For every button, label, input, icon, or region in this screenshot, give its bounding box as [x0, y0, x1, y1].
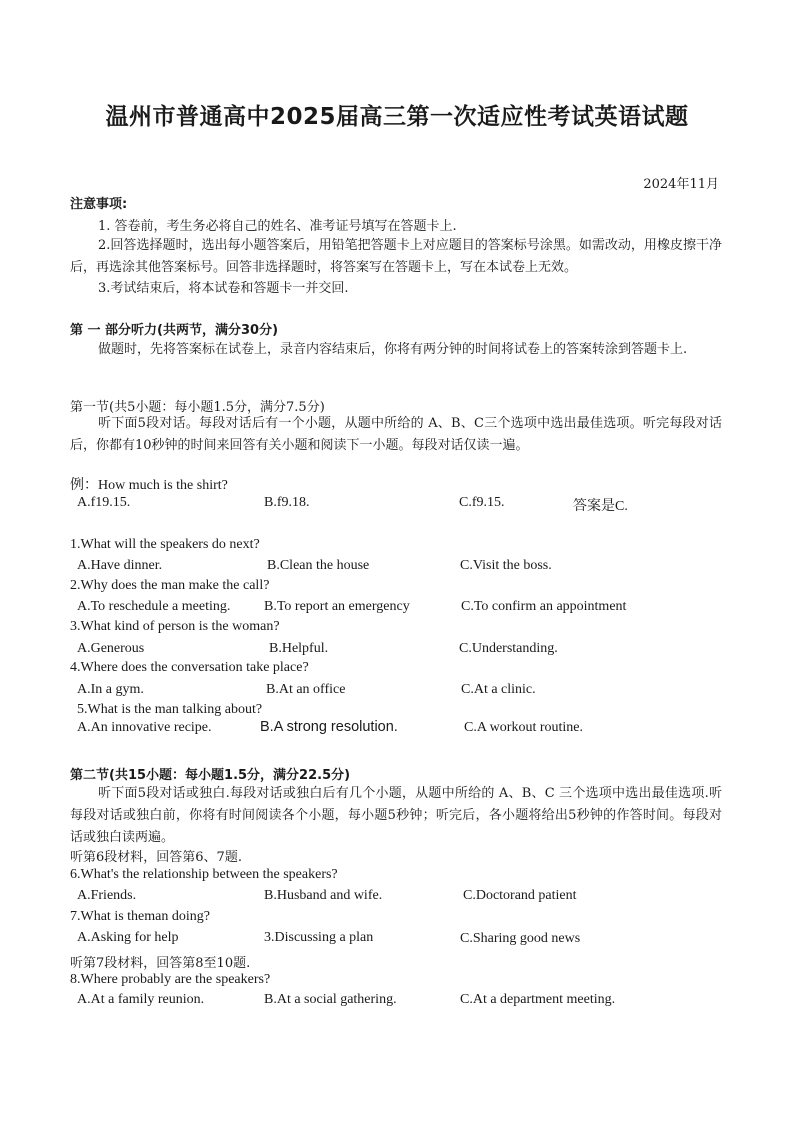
q5-option-a: A.An innovative recipe. — [77, 720, 212, 735]
page-title: 温州市普通高中2025届高三第一次适应性考试英语试题 — [105, 104, 689, 130]
part1-instruction: 做题时，先将答案标在试卷上，录音内容结束后，你将有两分钟的时间将试卷上的答案转涂到答题卡上. — [98, 342, 688, 357]
q2-option-a: A.To reschedule a meeting. — [77, 599, 231, 614]
q8-option-c: C.At a department meeting. — [460, 992, 616, 1007]
note-item-2: 2.回答选择题时，选出每小题答案后，用铅笔把答题卡上对应题目的答案标号涂黑。如需改动，用橡皮擦干净后，再选涂其他答案标号。回答非选择题时，将答案写在答题卡上，写在本试卷上无效。 — [70, 238, 722, 275]
q5-option-b: B.A strong resolution. — [260, 719, 398, 735]
q2-option-b: B.To report an emergency — [264, 599, 410, 614]
q1-option-c: C.Visit the boss. — [460, 558, 552, 573]
section1-instruction: 听下面5段对话。每段对话后有一个小题，从题中所给的 A、B、C三个选项中选出最佳选项。听完每段对话后，你都有10秒钟的时间来回答有关小题和阅读下一小题。每段对话仅读一遍。 — [70, 416, 722, 453]
q5-option-c: C.A workout routine. — [464, 720, 583, 735]
material-7-note: 听第7段材料，回答第8至10题. — [70, 956, 251, 971]
q7-option-a: A.Asking for help — [77, 930, 179, 945]
section2-instruction: 听下面5段对话或独白.每段对话或独白后有几个小题，从题中所给的 A、B、C 三个选项中选出最佳选项.听每段对话或独白前，你将有时间阅读各个小题，每小题5秒钟；听完后，各小题将给出5秒钟的作答时间。每段对话或独白读两遍。 — [70, 786, 722, 845]
q3-option-c: C.Understanding. — [459, 641, 558, 656]
q4-option-b: B.At an office — [266, 682, 346, 697]
q2-option-c: C.To confirm an appointment — [461, 599, 627, 614]
q8-option-a: A.At a family reunion. — [77, 992, 205, 1007]
question-6: 6.What's the relationship between the speakers? — [70, 867, 338, 882]
example-option-c: C.f9.15. — [459, 495, 505, 510]
q7-option-c: C.Sharing good news — [460, 931, 581, 946]
q4-option-c: C.At a clinic. — [461, 682, 536, 697]
section1-heading: 第一节(共5小题：每小题1.5分，满分7.5分) — [70, 400, 325, 415]
notes-heading: 注意事项: — [70, 197, 128, 212]
question-1: 1.What will the speakers do next? — [70, 537, 260, 552]
question-2: 2.Why does the man make the call? — [70, 578, 270, 593]
q7-option-b: 3.Discussing a plan — [264, 930, 374, 945]
question-5: 5.What is the man talking about? — [77, 702, 263, 717]
question-3: 3.What kind of person is the woman? — [70, 619, 280, 634]
example-option-b: B.f9.18. — [264, 495, 310, 510]
q6-option-b: B.Husband and wife. — [264, 888, 383, 903]
q3-option-a: A.Generous — [77, 641, 145, 656]
q4-option-a: A.In a gym. — [77, 682, 144, 697]
question-8: 8.Where probably are the speakers? — [70, 972, 271, 987]
section2-heading: 第二节(共15小题：每小题1.5分，满分22.5分) — [70, 768, 351, 783]
q1-option-b: B.Clean the house — [267, 558, 370, 573]
note-item-1: 1. 答卷前，考生务必将自己的姓名、准考证号填写在答题卡上. — [98, 219, 457, 234]
example-question: 例：How much is the shirt? — [70, 478, 228, 493]
q1-option-a: A.Have dinner. — [77, 558, 163, 573]
q8-option-b: B.At a social gathering. — [264, 992, 397, 1007]
q3-option-b: B.Helpful. — [269, 641, 329, 656]
q6-option-c: C.Doctorand patient — [463, 888, 577, 903]
question-4: 4.Where does the conversation take place? — [70, 660, 309, 675]
material-6-note: 听第6段材料，回答第6、7题. — [70, 850, 242, 865]
example-answer: 答案是C. — [573, 499, 628, 514]
question-7: 7.What is theman doing? — [70, 909, 210, 924]
q6-option-a: A.Friends. — [77, 888, 137, 903]
part1-heading: 第 一 部分听力(共两节，满分30分) — [70, 323, 279, 338]
example-option-a: A.f19.15. — [77, 495, 131, 510]
note-item-3: 3.考试结束后，将本试卷和答题卡一并交回. — [98, 281, 349, 296]
exam-date: 2024年11月 — [643, 177, 719, 192]
